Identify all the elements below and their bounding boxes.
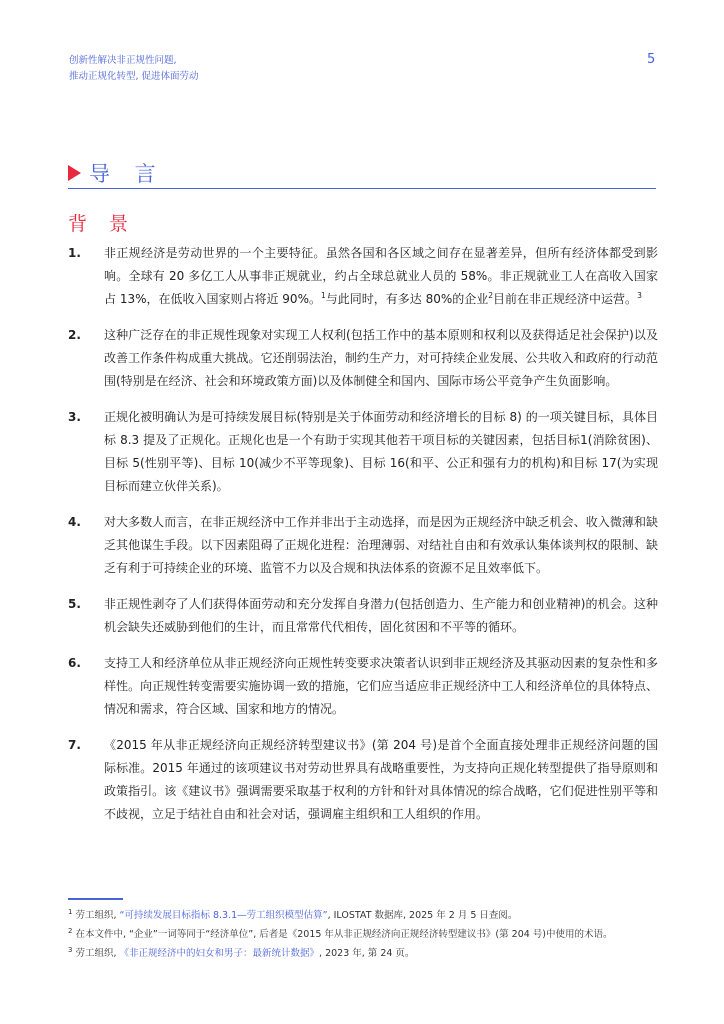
section-title-text: 导 言 [89,162,165,186]
running-header [69,53,199,85]
paragraph-list [68,242,658,839]
paragraph-text [104,242,658,311]
paragraph-number: 6. [68,656,81,670]
footnote-1 [68,906,668,925]
paragraph-text: 支持工人和经济单位从非正规经济向正规性转变要求决策者认识到非正规经济及其驱动因素的复杂性和多样性。向正规性转变需要实施协调一致的措施，它们应当适应非正规经济中工人和经济单位的具体特点、情况和需求，符合区域、国家和地方的情况。 [104,656,658,716]
paragraph-text: 正规化被明确认为是可持续发展目标(特别是关于体面劳动和经济增长的目标 8) 的一项关键目标，具体目标 8.3 提及了正规化。正规化也是一个有助于实现其他若干项目标的关键因素，包括目标1(消除贫困)、目标 5(性别平等)、目标 10(减少不平等现象)、目标 16(和平、公正和强有力的机构)和目标 17(为实现目标而建立伙伴关系)。 [104,410,658,493]
paragraph-text-part: 与此同时，有多达 80%的企业 [325,292,489,306]
paragraph-2 [68,324,658,393]
paragraph-text-part: 目前在非正规经济中运营。 [493,292,638,306]
play-triangle-icon [68,165,81,181]
paragraph-number: 1. [68,246,81,260]
running-header-line-2: 推动正规化转型, 促进体面劳动 [69,71,199,82]
paragraph-number: 7. [68,738,81,752]
page-number: 5 [647,52,656,67]
footnote-text: 在本文件中, “企业”一词等同于“经济单位”, 后者是《2015 年从非正规经济向正规经济转型建议书》(第 204 号)中使用的术语。 [75,929,613,940]
paragraph-6 [68,652,658,721]
footnote-link[interactable]: “可持续发展目标指标 8.3.1—劳工组织模型估算” [119,910,328,921]
paragraph-5 [68,593,658,639]
footnote-ref-3[interactable]: 3 [637,291,642,300]
paragraph-number: 5. [68,597,81,611]
footnotes [68,906,668,963]
paragraph-3 [68,406,658,498]
running-header-line-1: 创新性解决非正规性问题, [69,55,177,66]
footnote-link[interactable]: 《非正规经济中的妇女和男子：最新统计数据》 [119,948,320,959]
paragraph-number: 3. [68,410,81,424]
footnote-3 [68,944,668,963]
footnote-ref-1[interactable]: 1 [320,291,326,300]
title-divider [68,188,656,189]
paragraph-text: 非正规性剥夺了人们获得体面劳动和充分发挥自身潜力(包括创造力、生产能力和创业精神)的机会。这种机会缺失还威胁到他们的生计，而且常常代代相传，固化贫困和不平等的循环。 [104,597,658,634]
footnote-2 [68,925,668,944]
paragraph-number: 4. [68,515,81,529]
subsection-title: 背 景 [68,213,137,235]
paragraph-text-part: 非正规经济是劳动世界的一个主要特征。虽然各国和各区域之间存在显著差异，但所有经济体都受到影响。全球有 20 多亿工人从事非正规就业，约占全球总就业人员的 58%。非正规就业工人在高收入国家占 13%，在低收入国家则占将近 90%。 [104,246,658,306]
footnote-text: , ILOSTAT 数据库, 2025 年 2 月 5 日查阅。 [327,910,518,921]
paragraph-text: 这种广泛存在的非正规性现象对实现工人权利(包括工作中的基本原则和权利以及获得适足社会保护)以及改善工作条件构成重大挑战。它还削弱法治，制约生产力，对可持续企业发展、公共收入和政府的行动范围(特别是在经济、社会和环境政策方面)以及体制健全和国内、国际市场公平竞争产生负面影响。 [104,328,658,388]
paragraph-text: 对大多数人而言，在非正规经济中工作并非出于主动选择，而是因为正规经济中缺乏机会、收入微薄和缺乏其他谋生手段。以下因素阻碍了正规化进程：治理薄弱、对结社自由和有效承认集体谈判权的限制、缺乏有利于可持续企业的环境、监管不力以及合规和执法体系的资源不足且效率低下。 [104,515,658,575]
footnote-text: 劳工组织, [75,948,120,959]
footnote-text: 劳工组织, [75,910,120,921]
paragraph-number: 2. [68,328,81,342]
footnote-text: , 2023 年, 第 24 页。 [319,948,415,959]
paragraph-text: 《2015 年从非正规经济向正规经济转型建议书》(第 204 号)是首个全面直接处理非正规经济问题的国际标准。2015 年通过的该项建议书对劳动世界具有战略重要性，为支持向正规化转型提供了指导原则和政策指引。该《建议书》强调需要采取基于权利的方针和针对具体情况的综合战略，它们促进性别平等和不歧视，立足于结社自由和社会对话，强调雇主组织和工人组织的作用。 [104,738,658,821]
footnote-divider [68,898,123,900]
section-title [68,158,165,188]
footnote-number: 1 [68,907,73,916]
footnote-number: 3 [68,945,73,954]
footnote-ref-2[interactable]: 2 [488,291,494,300]
footnote-number: 2 [68,926,73,935]
paragraph-1 [68,242,658,311]
paragraph-4 [68,511,658,580]
paragraph-7 [68,734,658,826]
